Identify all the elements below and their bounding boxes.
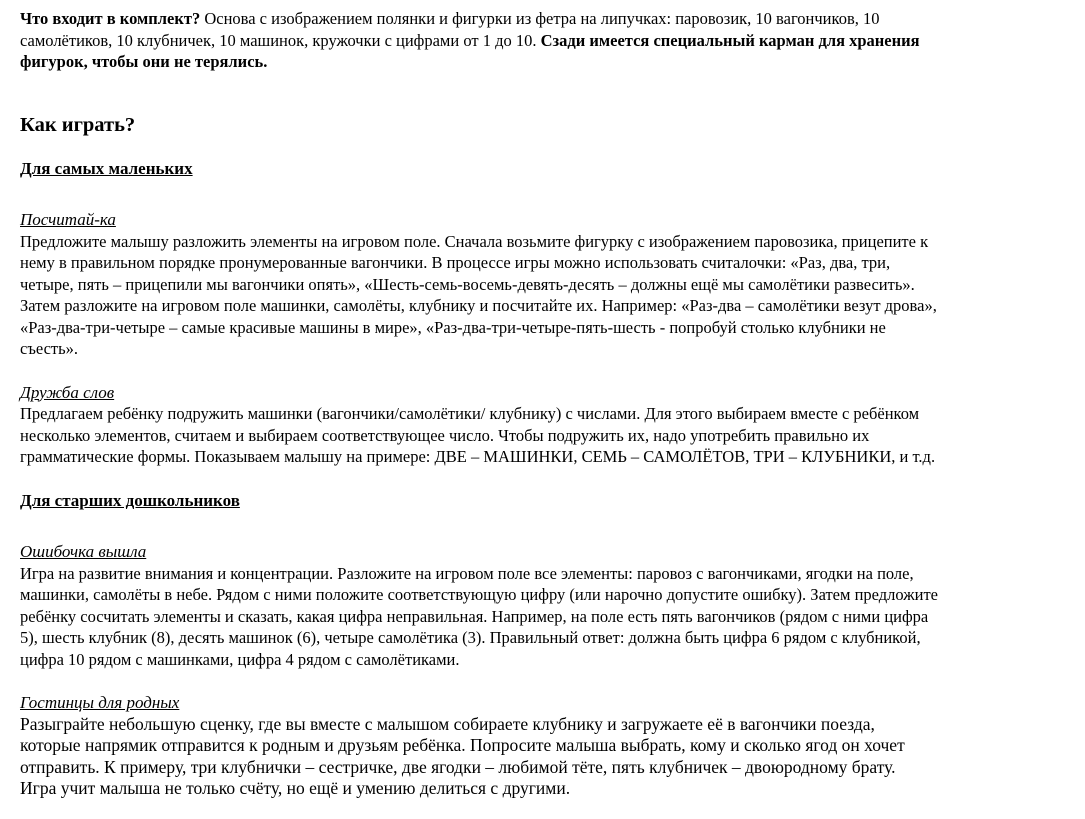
text-line: четыре, пять – прицепили мы вагончики опять», «Шесть-семь-восемь-девять-десять – должны ещё мы самолётики развесить». [20,274,915,294]
text-segment: самолётиков, 10 клубничек, 10 машинок, кружочки с цифрами от 1 до 10. [20,30,541,50]
bold-text-segment: Сзади имеется специальный карман для хранения [540,30,920,50]
text-line: нему в правильном порядке пронумерованные вагончики. В процессе игры можно использовать считалочки: «Раз, два, три, [20,253,891,272]
section-heading-for-older-preschoolers: Для старших дошкольников [20,490,240,510]
text-line: «Раз-два-три-четыре – самые красивые машины в мире», «Раз-два-три-четыре-пять-шесть - попробуй столько клубники не [20,317,886,337]
bold-text-segment: Что входит в комплект? [20,9,205,28]
intro-paragraph [20,8,1067,73]
text-line: 5), шесть клубник (8), десять машинок (6), четыре самолётика (3). Правильный ответ: должна быть цифра 6 рядом с клубникой, [20,628,921,647]
text-line: Игра на развитие внимания и концентрации. Разложите на игровом поле все элементы: паровоз с вагончиками, ягодки на поле, [20,563,914,583]
game-heading-poschitai-ka: Посчитай-ка [20,210,116,229]
text-line: Предлагаем ребёнку подружить машинки (вагончики/самолётики/ клубнику) с числами. Для этого выбираем вместе с ребёнком [20,404,920,423]
text-line: которые напрямик отправится к родным и друзьям ребёнка. Попросите малыша выбрать, кому и сколько ягод он хочет [20,735,905,755]
text-line: Предложите малышу разложить элементы на игровом поле. Сначала возьмите фигурку с изображением паровозика, прицепите к [20,231,929,251]
text-line: цифра 10 рядом с машинками, цифра 4 рядом с самолётиками. [20,649,460,669]
text-line: Игра учит малыша не только счёту, но ещё и умению делиться с другими. [20,778,571,798]
game-heading-druzhba-slov: Дружба слов [20,382,115,402]
text-line [20,8,1067,30]
game-heading-oshibochka-vyshla: Ошибочка вышла [20,542,147,561]
heading-how-to-play: Как играть? [20,113,136,136]
text-line: грамматические формы. Показываем малышу на примере: ДВЕ – МАШИНКИ, СЕМЬ – САМОЛЁТОВ, ТРИ – КЛУБНИКИ, и т.д. [20,447,936,466]
game-text-poschitai-ka [20,231,1067,360]
text-line: машинки, самолёты в небе. Рядом с ними положите соответствующую цифру (или нарочно допустите ошибку). Затем предложите [20,585,938,604]
text-line: съесть». [20,339,79,358]
game-text-gostintsy-dlya-rodnykh [20,714,1067,800]
text-segment: Основа с изображением полянки и фигурки из фетра на липучках: паровозик, 10 вагончиков, 10 [204,9,880,28]
game-heading-gostintsy-dlya-rodnykh: Гостинцы для родных [20,693,180,712]
bold-text-segment: фигурок, чтобы они не терялись. [20,52,268,71]
section-heading-for-youngest: Для самых маленьких [20,158,193,178]
text-line: ребёнку сосчитать элементы и сказать, какая цифра неправильная. Например, на поле есть пять вагончиков (рядом с ними цифра [20,606,929,626]
game-text-oshibochka-vyshla [20,563,1067,671]
text-line: Разыграйте небольшую сценку, где вы вместе с малышом собираете клубнику и загружаете её в вагончики поезда, [20,713,875,734]
text-line: отправить. К примеру, три клубнички – сестричке, две ягодки – любимой тёте, пять клубничек – двоюродному брату. [20,756,896,777]
text-line [20,30,1067,52]
game-text-druzhba-slov [20,403,1067,468]
text-line [20,51,1067,73]
text-line: несколько элементов, считаем и выбираем соответствующее число. Чтобы подружить их, надо употребить правильно их [20,425,870,445]
text-line: Затем разложите на игровом поле машинки, самолёты, клубнику и посчитайте их. Например: «Раз-два – самолётики везут дрова», [20,296,937,315]
